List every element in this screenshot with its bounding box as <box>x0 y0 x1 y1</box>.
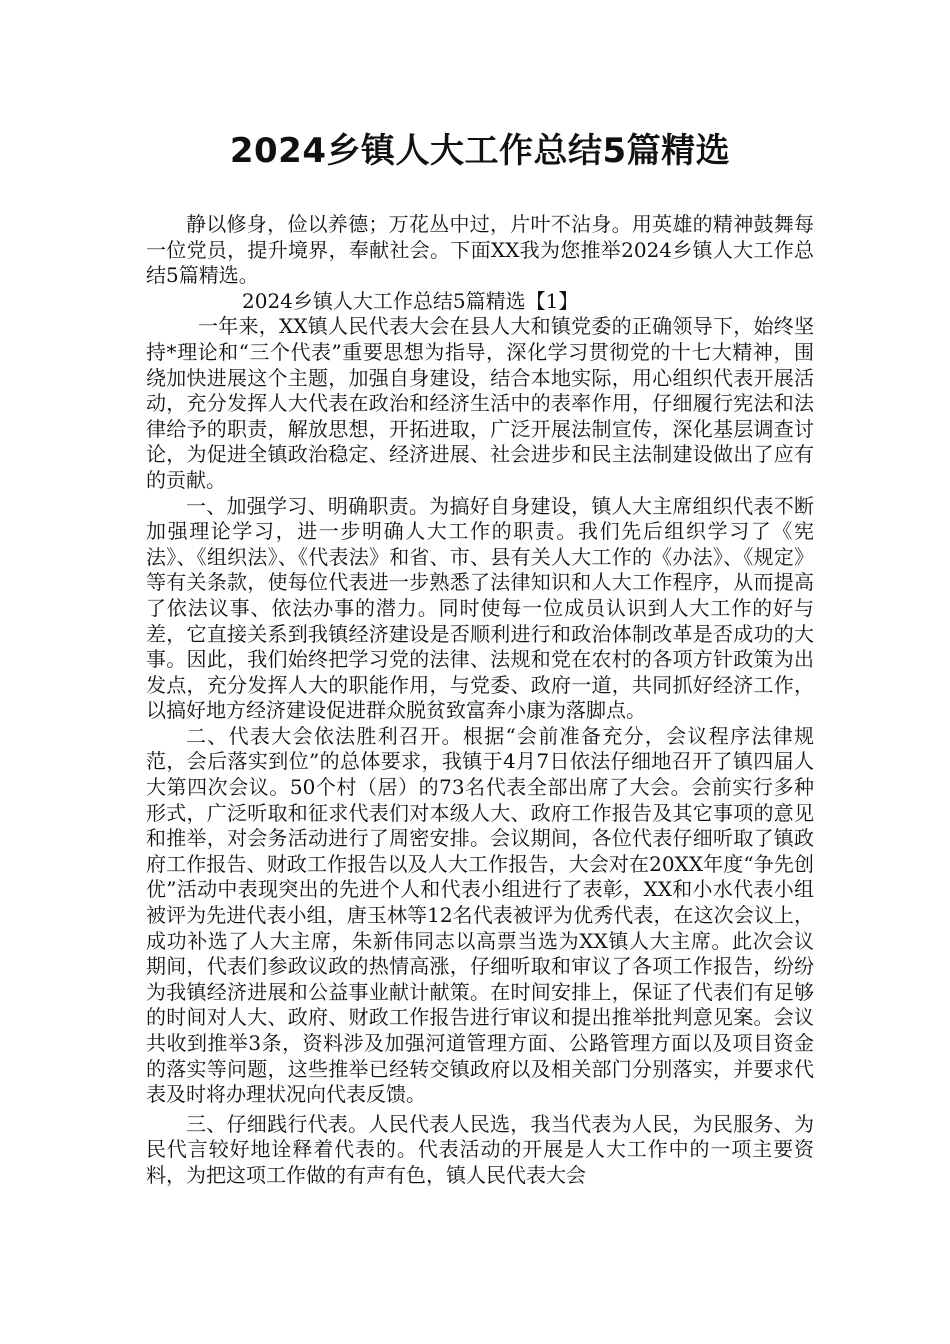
body-paragraph: 二、代表大会依法胜利召开。根据“会前准备充分，会议程序法律规范，会后落实到位”的总体要求，我镇于4月7日依法仔细地召开了镇四届人大第四次会议。50个村（居）的73名代表全部出席了大会。会前实行多种形式，广泛听取和征求代表们对本级人大、政府工作报告及其它事项的意见和推举，对会务活动进行了周密安排。会议期间，各位代表仔细听取了镇政府工作报告、财政工作报告以及人大工作报告，大会对在20XX年度“争先创优”活动中表现突出的先进个人和代表小组进行了表彰，XX和小水代表小组被评为先进代表小组，唐玉林等12名代表被评为优秀代表，在这次会议上，成功补选了人大主席，朱新伟同志以高票当选为XX镇人大主席。此次会议期间，代表们参政议政的热情高涨，仔细听取和审议了各项工作报告，纷纷为我镇经济进展和公益事业献计献策。在时间安排上，保证了代表们有足够的时间对人大、政府、财政工作报告进行审议和提出推举批判意见案。会议共收到推举3条，资料涉及加强河道管理方面、公路管理方面以及项目资金的落实等问题，这些推举已经转交镇政府以及相关部门分别落实，并要求代表及时将办理状况向代表反馈。 <box>146 723 814 1107</box>
intro-paragraph: 静以修身，俭以养德；万花丛中过，片叶不沾身。用英雄的精神鼓舞每一位党员，提升境界，奉献社会。下面XX我为您推举2024乡镇人大工作总结5篇精选。 <box>146 212 814 288</box>
document-title: 2024乡镇人大工作总结5篇精选 <box>229 131 731 171</box>
document-page <box>146 124 814 1189</box>
body-paragraph: 一年来，XX镇人民代表大会在县人大和镇党委的正确领导下，始终坚持*理论和“三个代表”重要思想为指导，深化学习贯彻党的十七大精神，围绕加快进展这个主题，加强自身建设，结合本地实际，用心组织代表开展活动，充分发挥人大代表在政治和经济生活中的表率作用，仔细履行宪法和法律给予的职责，解放思想，开拓进取，广泛开展法制宣传，深化基层调查讨论，为促进全镇政治稳定、经济进展、社会进步和民主法制建设做出了应有的贡献。 <box>146 314 814 492</box>
section-heading: 2024乡镇人大工作总结5篇精选【1】 <box>242 288 579 313</box>
body-paragraph: 一、加强学习、明确职责。为搞好自身建设，镇人大主席组织代表不断加强理论学习，进一步明确人大工作的职责。我们先后组织学习了《宪法》、《组织法》、《代表法》和省、市、县有关人大工作的《办法》、《规定》等有关条款，使每位代表进一步熟悉了法律知识和人大工作程序，从而提高了依法议事、依法办事的潜力。同时使每一位成员认识到人大工作的好与差，它直接关系到我镇经济建设是否顺利进行和政治体制改革是否成功的大事。因此，我们始终把学习党的法律、法规和党在农村的各项方针政策为出发点，充分发挥人大的职能作用，与党委、政府一道，共同抓好经济工作，以搞好地方经济建设促进群众脱贫致富奔小康为落脚点。 <box>146 493 814 723</box>
body-paragraph: 三、仔细践行代表。人民代表人民选，我当代表为人民，为民服务、为民代言较好地诠释着代表的。代表活动的开展是人大工作中的一项主要资料，为把这项工作做的有声有色，镇人民代表大会 <box>146 1111 814 1187</box>
